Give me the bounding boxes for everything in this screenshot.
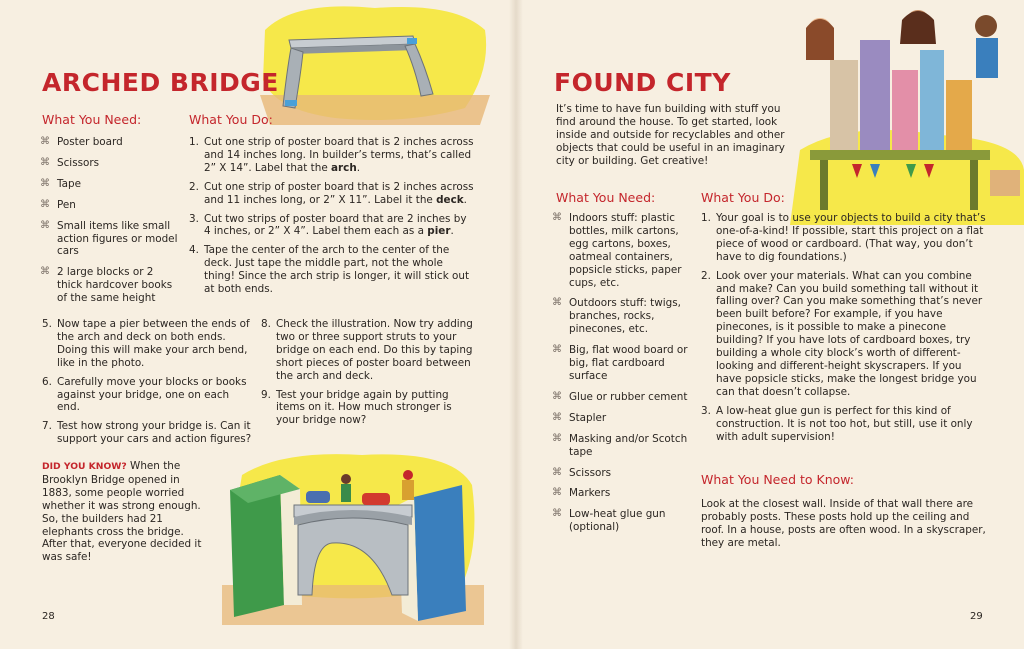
star-bullet-icon: ⌘	[40, 219, 50, 231]
what-you-need-heading: What You Need:	[42, 112, 142, 127]
steps-list-top	[189, 136, 474, 302]
star-bullet-icon: ⌘	[552, 432, 562, 444]
step-item: 1. Your goal is to use your objects to build a city that’s one-of-a-kind! If possible, start this project on a flat piece of wood or cardboard. (That way, you don’t have to dig foundations.)	[701, 212, 986, 263]
what-you-need-to-know-heading: What You Need to Know:	[701, 472, 855, 487]
step-item: 2. Cut one strip of poster board that is 2 inches across and 11 inches long, or 2” X 11”. Label it the deck.	[189, 180, 474, 206]
list-item: ⌘ Pen	[40, 198, 76, 211]
star-bullet-icon: ⌘	[552, 508, 562, 520]
list-item: ⌘ Small items like small action figures or model cars	[40, 219, 178, 258]
list-item: ⌘ Stapler	[552, 411, 607, 424]
what-you-do-heading: What You Do:	[189, 112, 273, 127]
star-bullet-icon: ⌘	[40, 136, 50, 147]
need-to-know-paragraph: Look at the closest wall. Inside of that wall there are probably posts. These posts hold up the ceiling and roof. In a house, posts are often wood. In a skyscraper, they are metal.	[701, 498, 986, 549]
list-item: ⌘ Indoors stuff: plastic bottles, milk cartons, egg cartons, boxes, oatmeal containers, popsicle sticks, paper cups, etc.	[552, 212, 682, 289]
star-bullet-icon: ⌘	[552, 212, 562, 223]
page-title: ARCHED BRIDGE	[42, 68, 279, 97]
star-bullet-icon: ⌘	[40, 177, 50, 189]
step-item: 3. Cut two strips of poster board that are 2 inches by 4 inches, or 2” X 4”. Label them each as a pier.	[189, 212, 467, 238]
materials-list	[552, 212, 692, 542]
star-bullet-icon: ⌘	[40, 266, 50, 278]
page-gutter	[509, 0, 523, 649]
intro-paragraph: It’s time to have fun building with stuff you find around the house. To get started, look inside and outside for recyclables and other objects that could be useful in an imaginary city or building. Get creative!	[556, 103, 785, 167]
did-you-know-box	[42, 460, 212, 564]
list-item: ⌘ 2 large blocks or 2 thick hardcover books of the same height	[40, 266, 173, 305]
arch-bridge-strip-illustration	[255, 0, 495, 125]
step-item: 4. Tape the center of the arch to the center of the deck. Just tape the middle part, not the whole thing! Since the arch strip is longer, it will stick out at both ends.	[189, 244, 470, 296]
step-item: 1. Cut one strip of poster board that is 2 inches across and 14 inches long. In builder’s terms, that’s called 2” X 14”. Label that the arch.	[189, 136, 474, 174]
list-item: ⌘ Markers	[552, 487, 611, 500]
steps-list-right	[261, 318, 473, 433]
list-item: ⌘ Scissors	[40, 156, 100, 169]
list-item: ⌘ Scissors	[552, 466, 612, 479]
page-number-right: 29	[970, 611, 983, 622]
materials-list	[40, 136, 180, 313]
steps-list-left	[42, 318, 254, 452]
star-bullet-icon: ⌘	[552, 487, 562, 499]
did-you-know-label: DID YOU KNOW?	[42, 461, 127, 472]
step-item: 7. Test how strong your bridge is. Can it support your cars and action figures?	[42, 420, 252, 446]
star-bullet-icon: ⌘	[552, 344, 562, 356]
step-item: 6. Carefully move your blocks or books against your bridge, one on each end.	[42, 375, 247, 414]
what-you-do-heading: What You Do:	[701, 190, 785, 205]
page-number-left: 28	[42, 611, 55, 622]
step-item: 2. Look over your materials. What can you combine and make? Can you build something tall without it falling over? Can you make something that’s never been built before? For example, if you have pinecones, is it possible to make a pinecone building? If you have lots of cardboard boxes, try building a whole city block’s worth of different-looking and different-height skyscrapers. If you have popsicle sticks, make the longest bridge you can that doesn’t collapse.	[701, 269, 983, 398]
star-bullet-icon: ⌘	[40, 198, 50, 210]
steps-list	[701, 212, 986, 449]
kids-building-city-illustration	[790, 0, 1024, 225]
list-item: ⌘ Big, flat wood board or big, flat cardboard surface	[552, 344, 688, 382]
page-title: FOUND CITY	[554, 68, 731, 97]
star-bullet-icon: ⌘	[552, 390, 562, 402]
did-you-know-text: When the Brooklyn Bridge opened in 1883, some people worried whether it was strong enough. So, the builders had 21 elephants cross the bridge. After that, everyone decided it was safe!	[42, 460, 202, 564]
book-bridge-illustration	[222, 445, 484, 625]
star-bullet-icon: ⌘	[552, 466, 562, 478]
list-item: ⌘ Glue or rubber cement	[552, 390, 688, 403]
star-bullet-icon: ⌘	[552, 411, 562, 423]
step-item: 9. Test your bridge again by putting items on it. How much stronger is your bridge now?	[261, 388, 452, 427]
what-you-need-heading: What You Need:	[556, 190, 656, 205]
step-item: 5. Now tape a pier between the ends of the arch and deck on both ends. Doing this will make your arch bend, like in the photo.	[42, 318, 250, 369]
list-item: ⌘ Masking and/or Scotch tape	[552, 432, 688, 458]
list-item: ⌘ Low-heat glue gun (optional)	[552, 508, 666, 534]
list-item: ⌘ Outdoors stuff: twigs, branches, rocks, pinecones, etc.	[552, 297, 681, 336]
step-item: 3. A low-heat glue gun is perfect for this kind of construction. It is not too hot, but still, use it only with adult supervision!	[701, 404, 973, 443]
star-bullet-icon: ⌘	[40, 156, 50, 168]
list-item: ⌘ Tape	[40, 177, 81, 190]
step-item: 8. Check the illustration. Now try adding two or three support struts to your bridge on each end. Do this by taping short pieces of poster board between the arch and deck.	[261, 318, 473, 382]
star-bullet-icon: ⌘	[552, 297, 562, 309]
list-item: ⌘ Poster board	[40, 136, 123, 148]
